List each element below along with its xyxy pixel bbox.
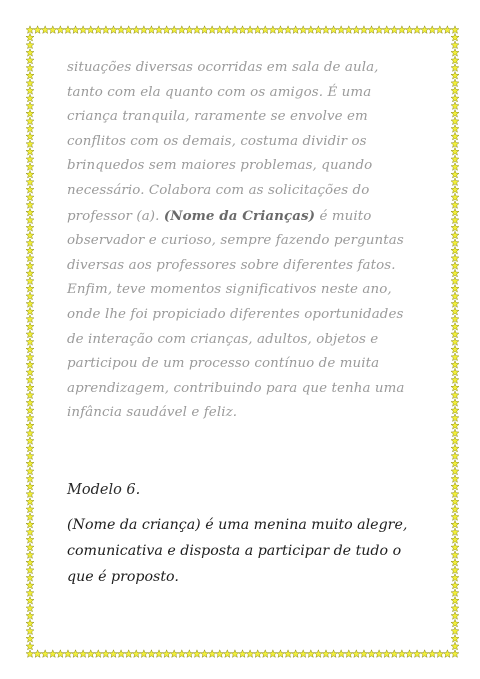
star-icon bbox=[170, 650, 178, 658]
star-icon bbox=[337, 650, 345, 658]
star-icon bbox=[102, 650, 110, 658]
star-icon bbox=[26, 604, 34, 612]
star-icon bbox=[109, 650, 117, 658]
star-icon bbox=[345, 650, 353, 658]
star-icon bbox=[451, 345, 459, 353]
star-icon bbox=[451, 353, 459, 361]
star-icon bbox=[26, 64, 34, 72]
star-icon bbox=[254, 26, 262, 34]
star-icon bbox=[352, 26, 360, 34]
star-icon bbox=[307, 26, 315, 34]
star-icon bbox=[147, 650, 155, 658]
star-icon bbox=[451, 285, 459, 293]
star-icon bbox=[451, 361, 459, 369]
star-icon bbox=[451, 467, 459, 475]
star-icon bbox=[216, 650, 224, 658]
star-icon bbox=[26, 437, 34, 445]
star-icon bbox=[26, 399, 34, 407]
star-icon bbox=[451, 178, 459, 186]
star-icon bbox=[451, 642, 459, 650]
star-icon bbox=[299, 26, 307, 34]
star-icon bbox=[102, 26, 110, 34]
star-icon bbox=[26, 368, 34, 376]
star-icon bbox=[451, 543, 459, 551]
star-icon bbox=[451, 414, 459, 422]
star-icon bbox=[368, 650, 376, 658]
star-icon bbox=[26, 345, 34, 353]
star-icon bbox=[26, 574, 34, 582]
star-icon bbox=[26, 307, 34, 315]
star-icon bbox=[26, 254, 34, 262]
star-icon bbox=[26, 262, 34, 270]
star-icon bbox=[451, 186, 459, 194]
star-icon bbox=[26, 528, 34, 536]
star-icon bbox=[193, 26, 201, 34]
star-icon bbox=[26, 543, 34, 551]
star-icon bbox=[239, 26, 247, 34]
star-icon bbox=[284, 650, 292, 658]
star-icon bbox=[451, 269, 459, 277]
star-icon bbox=[26, 490, 34, 498]
star-icon bbox=[451, 330, 459, 338]
star-icon bbox=[72, 26, 80, 34]
star-icon bbox=[451, 338, 459, 346]
star-icon bbox=[451, 422, 459, 430]
star-icon bbox=[421, 26, 429, 34]
star-icon bbox=[26, 460, 34, 468]
star-icon bbox=[26, 627, 34, 635]
star-icon bbox=[26, 498, 34, 506]
star-icon bbox=[208, 650, 216, 658]
star-icon bbox=[451, 323, 459, 331]
star-icon bbox=[451, 558, 459, 566]
star-icon bbox=[239, 650, 247, 658]
star-icon bbox=[451, 94, 459, 102]
star-icon bbox=[163, 26, 171, 34]
star-icon bbox=[223, 26, 231, 34]
star-icon bbox=[405, 650, 413, 658]
star-icon bbox=[26, 589, 34, 597]
star-icon bbox=[26, 292, 34, 300]
star-icon bbox=[26, 110, 34, 118]
star-icon bbox=[451, 475, 459, 483]
star-icon bbox=[26, 148, 34, 156]
star-icon bbox=[451, 140, 459, 148]
star-icon bbox=[451, 520, 459, 528]
star-icon bbox=[26, 444, 34, 452]
star-icon bbox=[231, 26, 239, 34]
star-icon bbox=[428, 650, 436, 658]
star-icon bbox=[398, 26, 406, 34]
star-icon bbox=[26, 117, 34, 125]
star-icon bbox=[26, 285, 34, 293]
star-icon bbox=[451, 224, 459, 232]
star-icon bbox=[451, 444, 459, 452]
star-icon bbox=[26, 246, 34, 254]
star-icon bbox=[284, 26, 292, 34]
star-icon bbox=[26, 581, 34, 589]
star-icon bbox=[451, 216, 459, 224]
paragraph-model-6: (Nome da criança) é uma menina muito alegre, comunicativa e disposta a participar de tudo o que é proposto. bbox=[67, 516, 408, 585]
star-icon bbox=[132, 650, 140, 658]
star-icon bbox=[87, 650, 95, 658]
star-icon bbox=[451, 71, 459, 79]
star-icon bbox=[261, 650, 269, 658]
star-icon bbox=[26, 482, 34, 490]
star-icon bbox=[451, 277, 459, 285]
star-icon bbox=[451, 452, 459, 460]
star-icon bbox=[26, 551, 34, 559]
star-icon bbox=[170, 26, 178, 34]
star-icon bbox=[451, 635, 459, 643]
star-icon bbox=[94, 650, 102, 658]
star-icon bbox=[26, 186, 34, 194]
star-icon bbox=[109, 26, 117, 34]
star-icon bbox=[26, 612, 34, 620]
star-icon bbox=[451, 650, 459, 658]
star-icon bbox=[451, 41, 459, 49]
star-icon bbox=[26, 566, 34, 574]
star-icon bbox=[26, 269, 34, 277]
star-icon bbox=[451, 110, 459, 118]
star-icon bbox=[443, 26, 451, 34]
star-icon bbox=[254, 650, 262, 658]
star-icon bbox=[398, 650, 406, 658]
paragraph-faded bbox=[67, 56, 417, 426]
star-icon bbox=[26, 193, 34, 201]
star-icon bbox=[352, 650, 360, 658]
star-icon bbox=[292, 26, 300, 34]
star-icon bbox=[155, 650, 163, 658]
star-icon bbox=[178, 650, 186, 658]
star-icon bbox=[451, 239, 459, 247]
paragraph1-text-start: situações diversas ocorridas em sala de aula, tanto com ela quanto com os amigos. É uma criança tranquila, raramente se envolve em conflitos com os demais, costuma dividir os brinquedos sem maiores problemas, quando necessário. Colabora com as solicitações do professor (a). bbox=[67, 60, 379, 224]
star-icon bbox=[451, 368, 459, 376]
star-icon bbox=[451, 170, 459, 178]
star-icon bbox=[193, 650, 201, 658]
star-icon bbox=[443, 650, 451, 658]
star-icon bbox=[72, 650, 80, 658]
star-icon bbox=[56, 650, 64, 658]
star-icon bbox=[451, 132, 459, 140]
star-icon bbox=[26, 216, 34, 224]
star-icon bbox=[451, 231, 459, 239]
star-icon bbox=[26, 208, 34, 216]
star-icon bbox=[451, 163, 459, 171]
star-icon bbox=[322, 650, 330, 658]
star-icon bbox=[26, 224, 34, 232]
star-icon bbox=[428, 26, 436, 34]
star-icon bbox=[26, 49, 34, 57]
star-icon bbox=[390, 26, 398, 34]
star-icon bbox=[375, 26, 383, 34]
star-icon bbox=[451, 581, 459, 589]
star-icon bbox=[26, 467, 34, 475]
star-icon bbox=[26, 170, 34, 178]
star-icon bbox=[41, 26, 49, 34]
star-icon bbox=[390, 650, 398, 658]
star-icon bbox=[26, 635, 34, 643]
star-icon bbox=[451, 117, 459, 125]
star-icon bbox=[185, 26, 193, 34]
star-icon bbox=[451, 33, 459, 41]
star-icon bbox=[383, 650, 391, 658]
star-icon bbox=[26, 597, 34, 605]
star-icon bbox=[64, 650, 72, 658]
star-icon bbox=[26, 383, 34, 391]
star-icon bbox=[201, 650, 209, 658]
star-icon bbox=[292, 650, 300, 658]
star-icon bbox=[26, 513, 34, 521]
star-icon bbox=[87, 26, 95, 34]
child-name-placeholder: (Nome da Crianças) bbox=[163, 207, 316, 224]
star-icon bbox=[269, 26, 277, 34]
star-icon bbox=[451, 262, 459, 270]
star-icon bbox=[26, 330, 34, 338]
star-icon bbox=[26, 125, 34, 133]
model-heading: Modelo 6. bbox=[67, 481, 141, 498]
star-icon bbox=[451, 612, 459, 620]
star-icon bbox=[436, 650, 444, 658]
star-icon bbox=[26, 406, 34, 414]
star-icon bbox=[49, 26, 57, 34]
star-icon bbox=[451, 254, 459, 262]
star-icon bbox=[451, 201, 459, 209]
star-icon bbox=[26, 300, 34, 308]
star-icon bbox=[451, 597, 459, 605]
star-icon bbox=[132, 26, 140, 34]
star-icon bbox=[276, 650, 284, 658]
star-icon bbox=[41, 650, 49, 658]
star-icon bbox=[201, 26, 209, 34]
star-icon bbox=[413, 26, 421, 34]
star-icon bbox=[155, 26, 163, 34]
star-icon bbox=[26, 94, 34, 102]
star-icon bbox=[451, 148, 459, 156]
star-icon bbox=[26, 520, 34, 528]
star-icon bbox=[26, 26, 34, 34]
star-icon bbox=[451, 307, 459, 315]
star-icon bbox=[26, 79, 34, 87]
star-icon bbox=[451, 300, 459, 308]
star-icon bbox=[26, 102, 34, 110]
star-icon bbox=[451, 513, 459, 521]
star-icon bbox=[26, 33, 34, 41]
star-icon bbox=[451, 627, 459, 635]
star-icon bbox=[413, 650, 421, 658]
star-icon bbox=[147, 26, 155, 34]
star-icon bbox=[451, 155, 459, 163]
star-icon bbox=[26, 87, 34, 95]
star-icon bbox=[79, 26, 87, 34]
star-icon bbox=[26, 178, 34, 186]
star-icon bbox=[451, 391, 459, 399]
star-icon bbox=[360, 26, 368, 34]
star-icon bbox=[322, 26, 330, 34]
star-icon bbox=[451, 536, 459, 544]
star-icon bbox=[26, 353, 34, 361]
star-icon bbox=[405, 26, 413, 34]
star-icon bbox=[34, 26, 42, 34]
star-icon bbox=[26, 201, 34, 209]
star-icon bbox=[269, 650, 277, 658]
star-icon bbox=[125, 650, 133, 658]
star-icon bbox=[208, 26, 216, 34]
star-icon bbox=[451, 437, 459, 445]
star-icon bbox=[451, 87, 459, 95]
star-icon bbox=[436, 26, 444, 34]
star-icon bbox=[451, 460, 459, 468]
star-icon bbox=[163, 650, 171, 658]
star-icon bbox=[246, 650, 254, 658]
star-icon bbox=[26, 315, 34, 323]
star-icon bbox=[451, 26, 459, 34]
star-icon bbox=[451, 376, 459, 384]
star-icon bbox=[307, 650, 315, 658]
star-icon bbox=[26, 619, 34, 627]
star-icon bbox=[49, 650, 57, 658]
star-icon bbox=[26, 155, 34, 163]
star-icon bbox=[451, 574, 459, 582]
star-icon bbox=[276, 26, 284, 34]
star-icon bbox=[368, 26, 376, 34]
star-icon bbox=[26, 642, 34, 650]
document-content bbox=[67, 56, 417, 590]
star-icon bbox=[26, 558, 34, 566]
star-icon bbox=[451, 193, 459, 201]
star-icon bbox=[125, 26, 133, 34]
star-icon bbox=[451, 604, 459, 612]
star-icon bbox=[26, 277, 34, 285]
star-icon bbox=[451, 490, 459, 498]
star-icon bbox=[314, 650, 322, 658]
star-icon bbox=[26, 361, 34, 369]
star-icon bbox=[451, 102, 459, 110]
star-icon bbox=[26, 163, 34, 171]
star-icon bbox=[451, 64, 459, 72]
star-icon bbox=[178, 26, 186, 34]
star-icon bbox=[451, 125, 459, 133]
star-icon bbox=[117, 650, 125, 658]
paragraph1-text-end: é muito observador e curioso, sempre fazendo perguntas diversas aos professores sobre diferentes fatos. Enfim, teve momentos significativos neste ano, onde lhe foi propiciado diferentes oportunidades de interação com crianças, adultos, objetos e participou de um processo contínuo de muita aprendizagem, contribuindo para que tenha uma infância saudável e feliz. bbox=[67, 208, 405, 421]
star-icon bbox=[79, 650, 87, 658]
star-icon bbox=[451, 315, 459, 323]
star-icon bbox=[314, 26, 322, 34]
star-icon bbox=[223, 650, 231, 658]
star-icon bbox=[231, 650, 239, 658]
star-icon bbox=[26, 239, 34, 247]
star-icon bbox=[451, 383, 459, 391]
star-icon bbox=[451, 406, 459, 414]
star-icon bbox=[26, 231, 34, 239]
star-icon bbox=[330, 26, 338, 34]
star-icon bbox=[330, 650, 338, 658]
star-icon bbox=[26, 338, 34, 346]
star-icon bbox=[261, 26, 269, 34]
star-icon bbox=[26, 71, 34, 79]
star-icon bbox=[26, 140, 34, 148]
star-icon bbox=[26, 536, 34, 544]
star-icon bbox=[375, 650, 383, 658]
star-icon bbox=[64, 26, 72, 34]
star-icon bbox=[451, 246, 459, 254]
star-icon bbox=[34, 650, 42, 658]
star-icon bbox=[451, 482, 459, 490]
star-icon bbox=[26, 323, 34, 331]
star-icon bbox=[451, 498, 459, 506]
star-icon bbox=[451, 399, 459, 407]
star-icon bbox=[345, 26, 353, 34]
star-icon bbox=[337, 26, 345, 34]
star-icon bbox=[451, 56, 459, 64]
star-icon bbox=[451, 619, 459, 627]
star-icon bbox=[451, 505, 459, 513]
star-icon bbox=[26, 429, 34, 437]
star-icon bbox=[26, 56, 34, 64]
star-icon bbox=[451, 79, 459, 87]
star-icon bbox=[451, 49, 459, 57]
star-icon bbox=[216, 26, 224, 34]
star-icon bbox=[117, 26, 125, 34]
star-icon bbox=[451, 589, 459, 597]
star-icon bbox=[140, 26, 148, 34]
star-icon bbox=[26, 452, 34, 460]
star-icon bbox=[26, 422, 34, 430]
star-icon bbox=[26, 650, 34, 658]
star-icon bbox=[56, 26, 64, 34]
star-icon bbox=[26, 391, 34, 399]
star-icon bbox=[26, 41, 34, 49]
star-icon bbox=[26, 376, 34, 384]
star-icon bbox=[421, 650, 429, 658]
star-icon bbox=[26, 475, 34, 483]
star-icon bbox=[451, 208, 459, 216]
star-icon bbox=[451, 292, 459, 300]
star-icon bbox=[451, 551, 459, 559]
star-icon bbox=[26, 414, 34, 422]
star-icon bbox=[246, 26, 254, 34]
star-icon bbox=[383, 26, 391, 34]
star-icon bbox=[299, 650, 307, 658]
star-icon bbox=[451, 566, 459, 574]
star-icon bbox=[451, 429, 459, 437]
star-icon bbox=[185, 650, 193, 658]
star-icon bbox=[360, 650, 368, 658]
star-icon bbox=[26, 132, 34, 140]
star-icon bbox=[140, 650, 148, 658]
star-icon bbox=[451, 528, 459, 536]
star-icon bbox=[26, 505, 34, 513]
star-icon bbox=[94, 26, 102, 34]
